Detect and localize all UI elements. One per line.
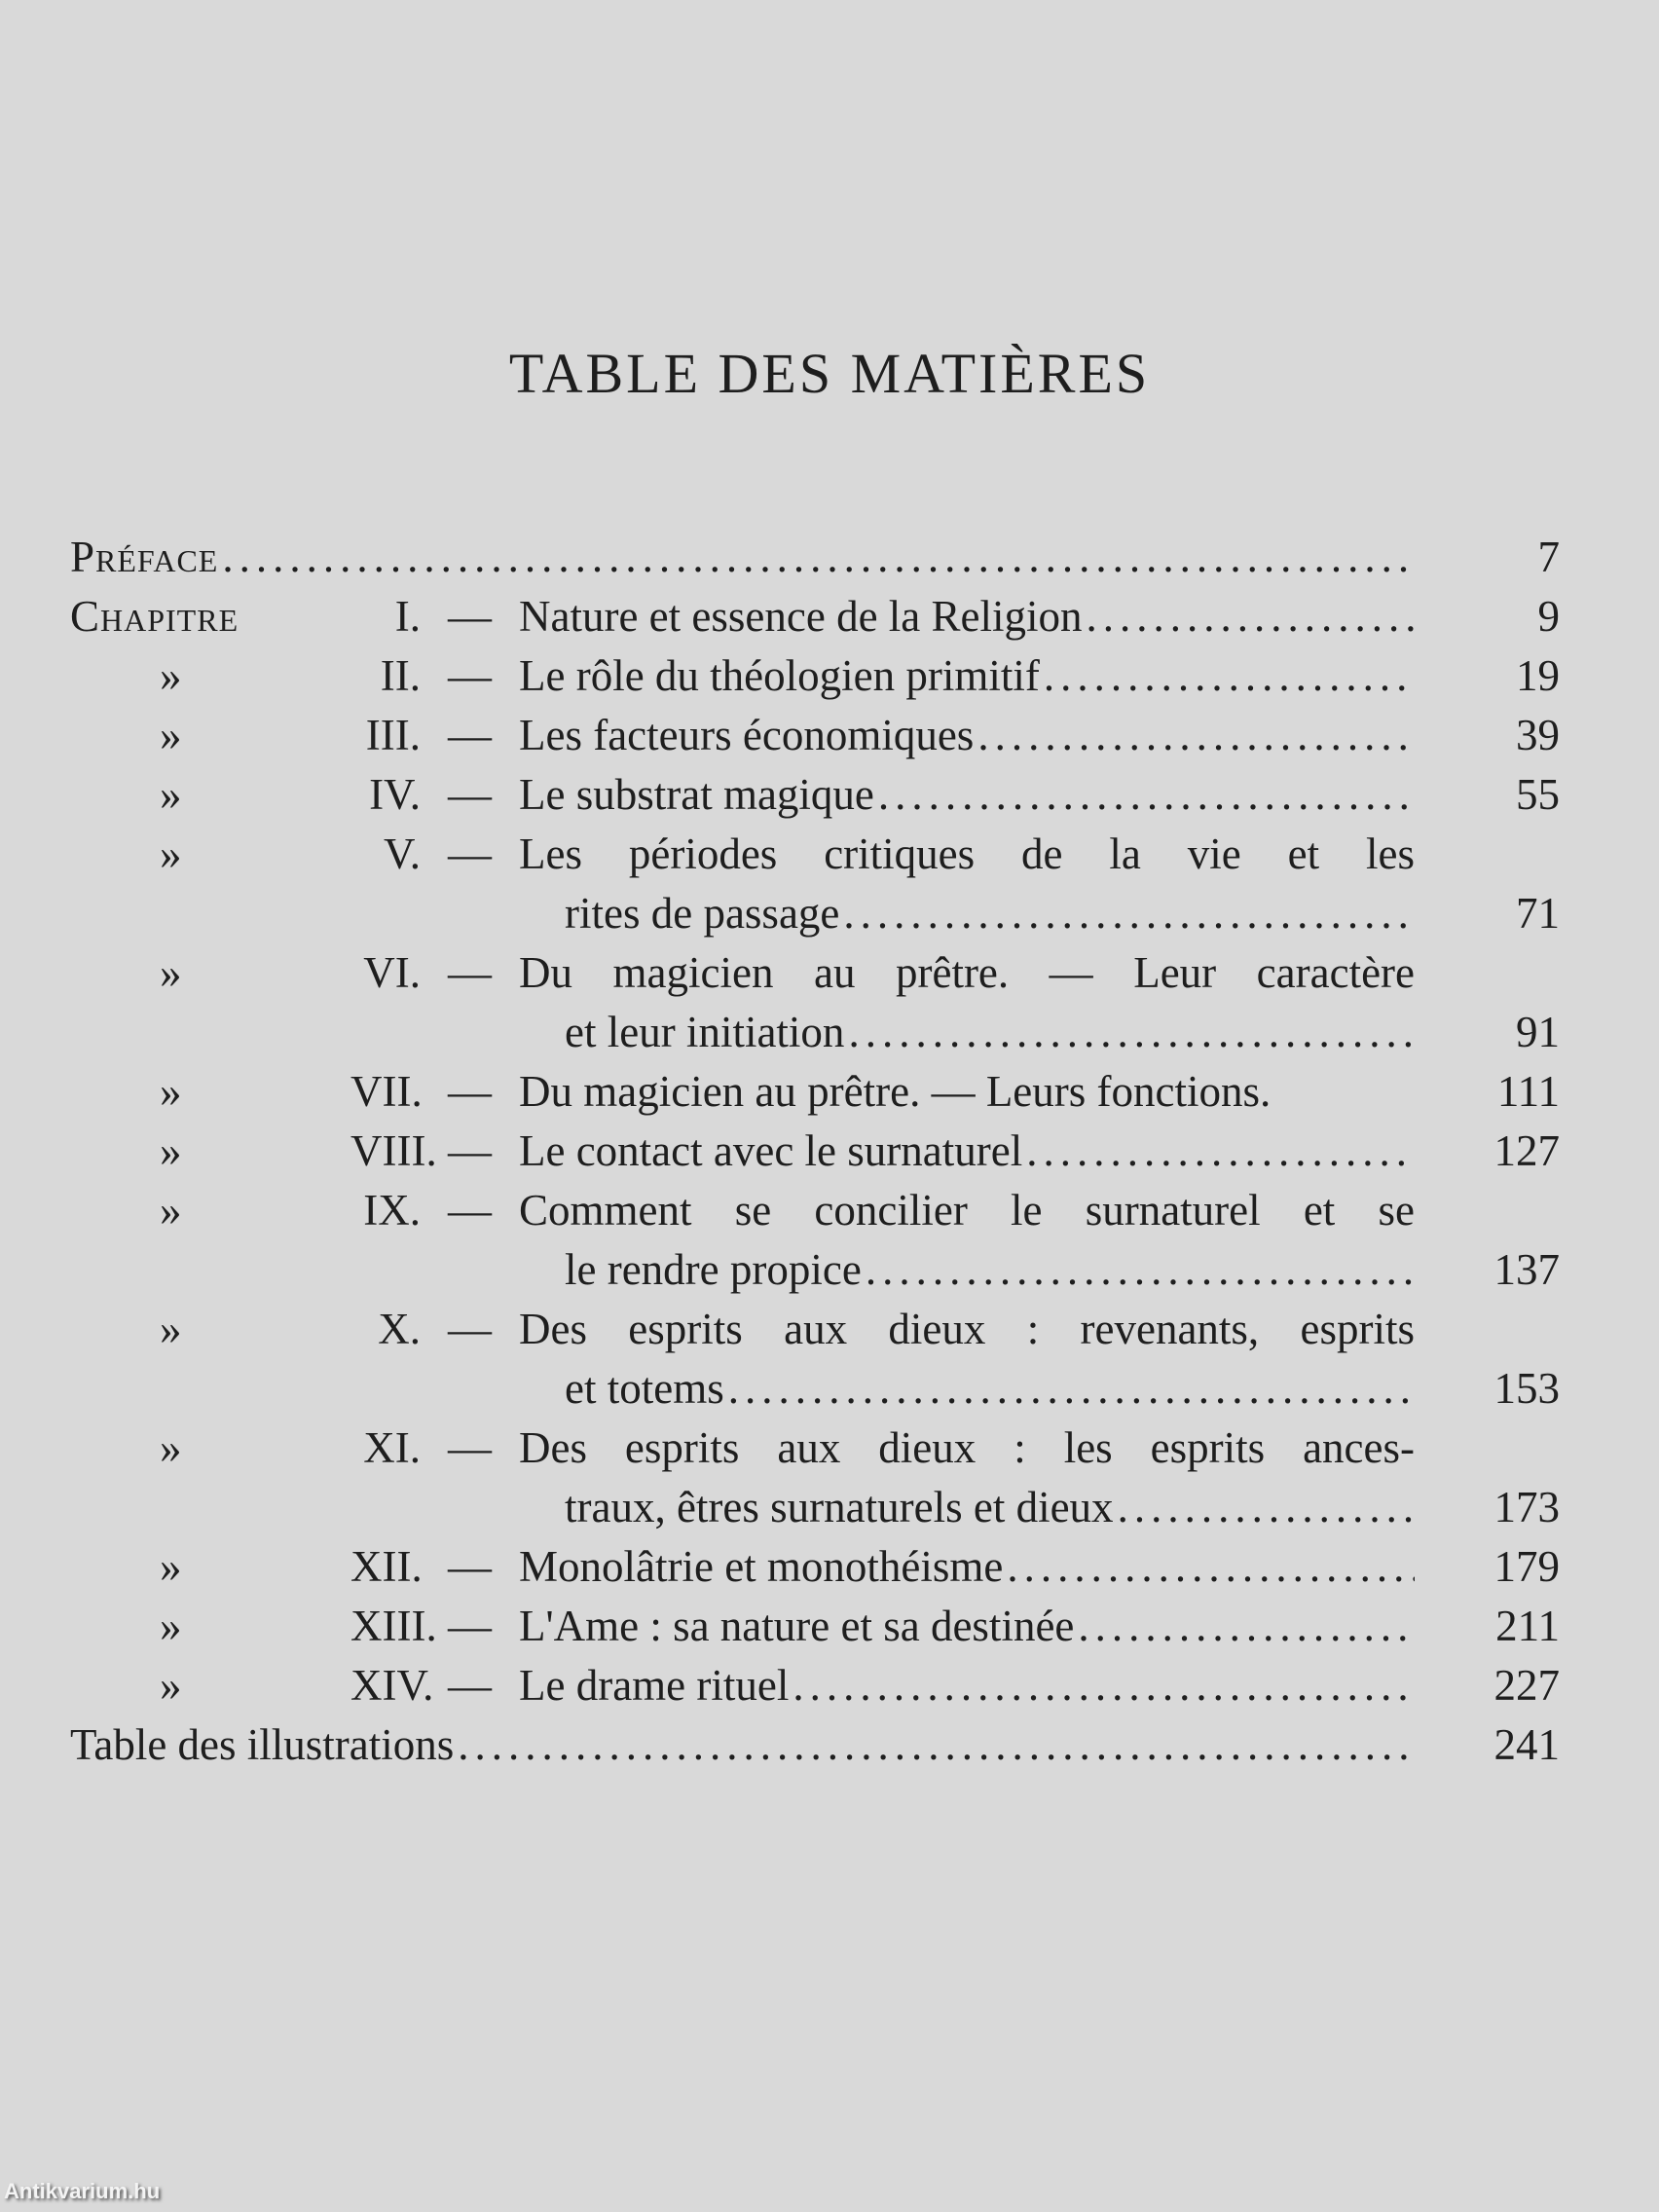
page-number: 9 [1537, 592, 1560, 641]
toc-entry-chapter [70, 1419, 1560, 1537]
em-dash: — [448, 1126, 492, 1175]
em-dash: — [448, 830, 492, 878]
chapter-title [519, 1300, 1415, 1419]
chapter-number: II. [380, 651, 421, 700]
watermark: Antikvarium.hu [4, 2179, 161, 2203]
page-number: 211 [1495, 1602, 1560, 1650]
chapter-number: IX. [363, 1186, 421, 1235]
page-number: 7 [1537, 533, 1560, 581]
chapter-title-line: le rendre propice [565, 1245, 862, 1294]
ditto-mark: » [160, 711, 182, 759]
page-number: 241 [1493, 1720, 1560, 1769]
dot-leader [1003, 1537, 1415, 1597]
chapter-title [519, 1122, 1415, 1181]
chapter-title-line: Le rôle du théologien primitif [519, 651, 1040, 700]
chapter-number: X. [378, 1305, 421, 1353]
toc-entry-chapter [70, 587, 1560, 646]
chapter-title-line: Monolâtrie et monothéisme [519, 1542, 1004, 1591]
chapter-title [519, 646, 1415, 706]
chapter-title-line: Des esprits aux dieux : revenants, esprits [519, 1305, 1415, 1353]
chapter-title [519, 1181, 1415, 1300]
chapter-number: XI. [363, 1423, 421, 1472]
chapter-title [519, 765, 1415, 825]
toc-entry-chapter [70, 1062, 1560, 1122]
chapter-number: XIV. [350, 1661, 434, 1710]
ditto-mark: » [160, 1423, 182, 1472]
page-number: 137 [1493, 1245, 1560, 1294]
ditto-mark: » [160, 1602, 182, 1650]
toc-entry-chapter [70, 943, 1560, 1062]
toc-entry-chapter [70, 646, 1560, 706]
page-number: 55 [1516, 770, 1560, 819]
ditto-mark: » [160, 770, 182, 819]
chapter-label: Chapitre [70, 592, 240, 641]
em-dash: — [448, 1305, 492, 1353]
chapter-title [519, 825, 1415, 943]
em-dash: — [448, 592, 492, 641]
page-number: 173 [1493, 1483, 1560, 1531]
page-number: 91 [1516, 1008, 1560, 1056]
ditto-mark: » [160, 830, 182, 878]
em-dash: — [448, 711, 492, 759]
chapter-number: VII. [350, 1067, 423, 1116]
dot-leader [1040, 646, 1415, 706]
chapter-number: III. [365, 711, 421, 759]
chapter-number: XII. [350, 1542, 423, 1591]
page-number: 71 [1516, 889, 1560, 938]
page-number: 39 [1516, 711, 1560, 759]
chapter-title-line: Comment se concilier le surnaturel et se [519, 1186, 1415, 1235]
dot-leader [724, 1359, 1415, 1419]
chapter-number: VI. [363, 948, 421, 997]
chapter-title-line: Le contact avec le surnaturel [519, 1126, 1023, 1175]
chapter-number: I. [394, 592, 421, 641]
em-dash: — [448, 1423, 492, 1472]
toc-entry-preface [70, 528, 1560, 587]
page-number: 19 [1516, 651, 1560, 700]
chapter-title [519, 1597, 1415, 1656]
dot-leader [454, 1715, 1415, 1775]
ditto-mark: » [160, 1067, 182, 1116]
chapter-title-line: Du magicien au prêtre. — Leurs fonctions. [519, 1067, 1272, 1116]
chapter-number: XIII. [350, 1602, 437, 1650]
chapter-title-line: Du magicien au prêtre. — Leur caractère [519, 948, 1415, 997]
chapter-title [519, 587, 1415, 646]
toc-entry-chapter [70, 706, 1560, 765]
dot-leader [862, 1240, 1415, 1300]
em-dash: — [448, 948, 492, 997]
toc-entry-chapter [70, 1181, 1560, 1300]
ditto-mark: » [160, 948, 182, 997]
chapter-title-line: Les périodes critiques de la vie et les [519, 830, 1415, 878]
dot-leader [844, 1003, 1415, 1062]
toc-entry-chapter [70, 1300, 1560, 1419]
dot-leader [974, 706, 1415, 765]
dot-leader [1022, 1122, 1415, 1181]
chapter-title [519, 943, 1415, 1062]
chapter-title-line: et totems [565, 1364, 724, 1413]
dot-leader [874, 765, 1415, 825]
illustrations-label: Table des illustrations [70, 1720, 455, 1769]
chapter-title-line: et leur initiation [565, 1008, 845, 1056]
toc-entry-chapter [70, 765, 1560, 825]
chapter-title [519, 1656, 1415, 1715]
page-title: TABLE DES MATIÈRES [508, 342, 1151, 405]
toc-entry-chapter [70, 825, 1560, 943]
ditto-mark: » [160, 1186, 182, 1235]
chapter-title-line: Le drame rituel [519, 1661, 790, 1710]
page-number: 179 [1493, 1542, 1560, 1591]
toc-entry-illustrations [70, 1715, 1560, 1775]
chapter-title-line: rites de passage [565, 889, 840, 938]
toc-entry-chapter [70, 1537, 1560, 1597]
em-dash: — [448, 1602, 492, 1650]
chapter-title-line: L'Ame : sa nature et sa destinée [519, 1602, 1075, 1650]
page-number: 227 [1493, 1661, 1560, 1710]
em-dash: — [448, 1542, 492, 1591]
ditto-mark: » [160, 1305, 182, 1353]
chapter-title-line: Le substrat magique [519, 770, 874, 819]
dot-leader [1074, 1597, 1415, 1656]
page-number: 127 [1493, 1126, 1560, 1175]
em-dash: — [448, 1067, 492, 1116]
chapter-title [519, 1062, 1415, 1122]
preface-label: Préface [70, 533, 219, 581]
dot-leader [839, 884, 1415, 943]
ditto-mark: » [160, 1542, 182, 1591]
toc-entry-chapter [70, 1656, 1560, 1715]
ditto-mark: » [160, 651, 182, 700]
chapter-number: IV. [369, 770, 421, 819]
chapter-title-line: Les facteurs économiques [519, 711, 975, 759]
page-number: 153 [1493, 1364, 1560, 1413]
em-dash: — [448, 651, 492, 700]
toc-entry-chapter [70, 1597, 1560, 1656]
chapter-title-line: Des esprits aux dieux : les esprits ances- [519, 1423, 1415, 1472]
chapter-title [519, 1419, 1415, 1537]
toc-entry-chapter [70, 1122, 1560, 1181]
em-dash: — [448, 770, 492, 819]
chapter-title-line: traux, êtres surnaturels et dieux [565, 1483, 1114, 1531]
chapter-title [519, 706, 1415, 765]
chapter-number: VIII. [350, 1126, 437, 1175]
em-dash: — [448, 1661, 492, 1710]
em-dash: — [448, 1186, 492, 1235]
dot-leader [218, 528, 1415, 587]
ditto-mark: » [160, 1661, 182, 1710]
chapter-title [519, 1537, 1415, 1597]
dot-leader [789, 1656, 1415, 1715]
page-number: 111 [1496, 1067, 1560, 1116]
dot-leader [1114, 1478, 1415, 1537]
ditto-mark: » [160, 1126, 182, 1175]
table-of-contents [70, 528, 1560, 1775]
chapter-number: V. [384, 830, 421, 878]
chapter-title-line: Nature et essence de la Religion [519, 592, 1083, 641]
dot-leader [1083, 587, 1415, 646]
